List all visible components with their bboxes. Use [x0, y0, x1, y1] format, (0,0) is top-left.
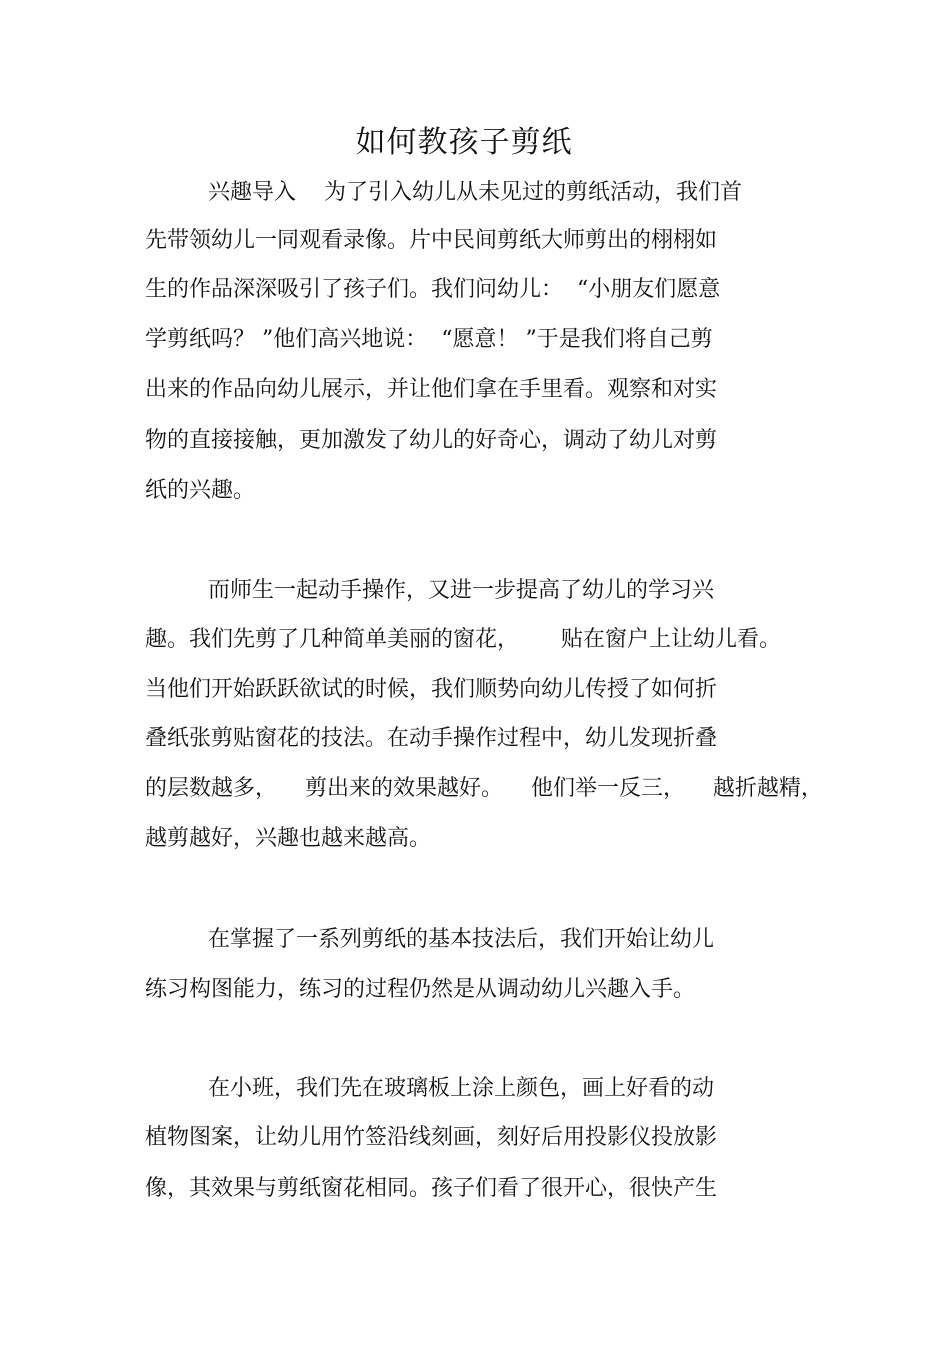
- paragraph-3-line-1: 在掌握了一系列剪纸的基本技法后，我们开始让幼儿: [208, 927, 715, 952]
- paragraph-2-line-2: 趣。我们先剪了几种简单美丽的窗花， 贴在窗户上让幼儿看。: [145, 627, 781, 652]
- paragraph-3-line-2: 练习构图能力，练习的过程仍然是从调动幼儿兴趣入手。: [145, 977, 696, 1002]
- paragraph-1-line-2: 先带领幼儿一同观看录像。片中民间剪纸大师剪出的栩栩如: [145, 228, 718, 253]
- document-title: 如何教孩子剪纸: [355, 125, 573, 160]
- paragraph-1-line-1: 兴趣导入 为了引入幼儿从未见过的剪纸活动，我们首: [208, 180, 742, 205]
- paragraph-1-line-3: 生的作品深深吸引了孩子们。我们问幼儿： “小朋友们愿意: [145, 277, 721, 302]
- paragraph-4-line-2: 植物图案，让幼儿用竹签沿线刻画，刻好后用投影仪投放影: [145, 1125, 718, 1150]
- paragraph-1-line-5: 出来的作品向幼儿展示，并让他们拿在手里看。观察和对实: [145, 377, 718, 402]
- paragraph-1-line-7: 纸的兴趣。: [145, 478, 256, 503]
- paragraph-2-line-3: 当他们开始跃跃欲试的时候，我们顺势向幼儿传授了如何折: [145, 677, 718, 702]
- paragraph-2-line-5: 的层数越多， 剪出来的效果越好。 他们举一反三， 越折越精，: [145, 776, 823, 801]
- paragraph-1-line-6: 物的直接接触，更加激发了幼儿的好奇心，调动了幼儿对剪: [145, 428, 718, 453]
- paragraph-2-line-4: 叠纸张剪贴窗花的技法。在动手操作过程中，幼儿发现折叠: [145, 726, 718, 751]
- paragraph-4-line-1: 在小班，我们先在玻璃板上涂上颜色，画上好看的动: [208, 1076, 715, 1101]
- paragraph-4-line-3: 像，其效果与剪纸窗花相同。孩子们看了很开心，很快产生: [145, 1176, 718, 1201]
- paragraph-1-line-4: 学剪纸吗？ ”他们高兴地说： “愿意！ ”于是我们将自己剪: [145, 327, 713, 352]
- paragraph-2-line-1: 而师生一起动手操作，又进一步提高了幼儿的学习兴: [208, 578, 715, 603]
- paragraph-2-line-6: 越剪越好，兴趣也越来越高。: [145, 826, 432, 851]
